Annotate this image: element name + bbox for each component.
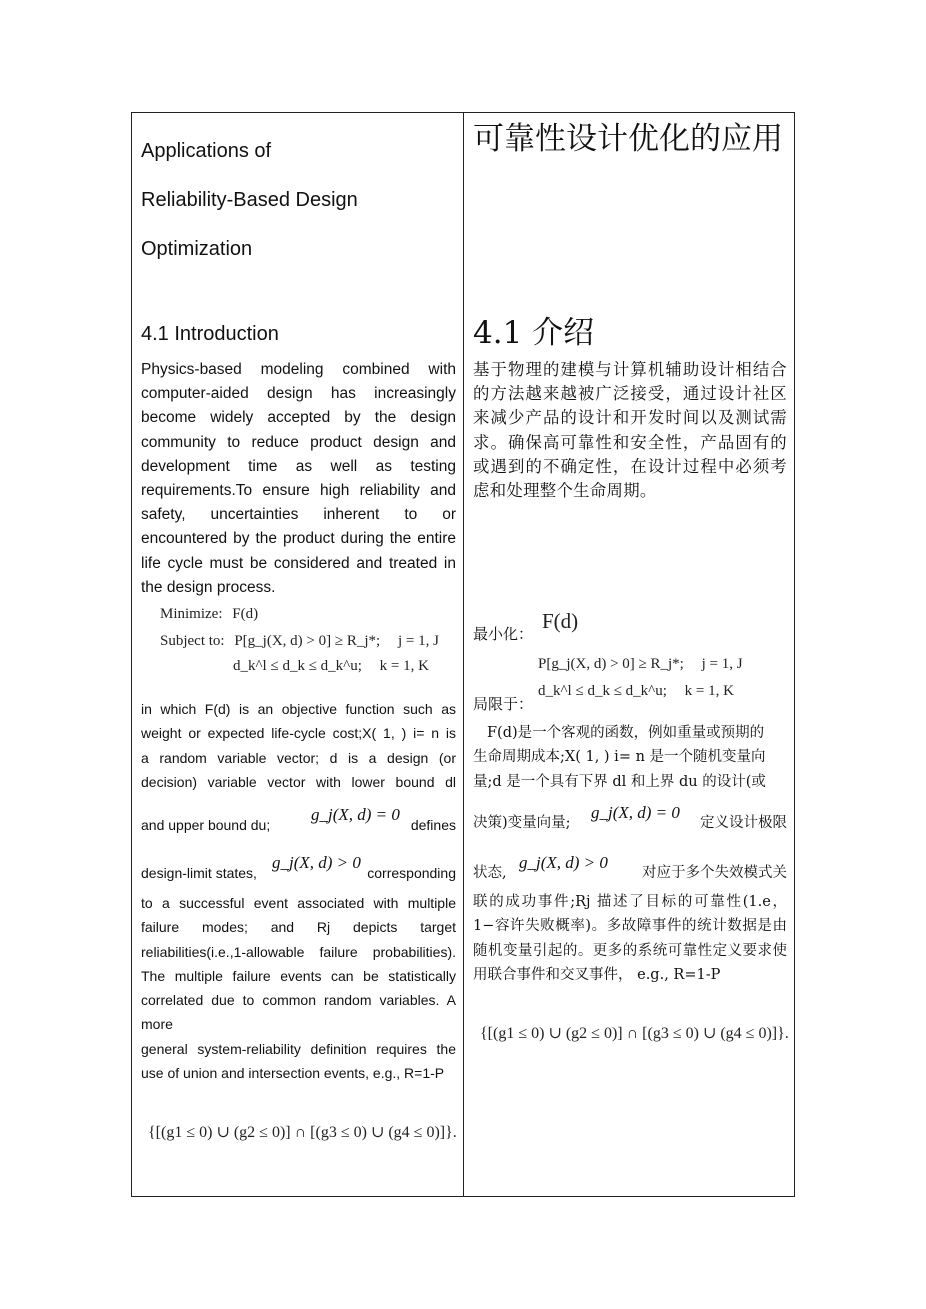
success-event-equation: g_j(X, d) > 0 [272, 853, 361, 872]
english-description [141, 697, 456, 794]
chinese-limit-state-row [473, 797, 787, 837]
chinese-constraint-bounds-row [538, 683, 734, 700]
chinese-description-rest: 联的成功事件;Rj 描述了目标的可靠性(1.e，1−容许失败概率)。多故障事件的统计数据是由随机变量引起的。更多的系统可靠性定义要求使用联合事件和交叉事件， e.g., R=1-P [473, 894, 787, 983]
chinese-success-event-row [473, 847, 787, 887]
english-description-line: weight or expected life-cycle cost;X( 1, ) i= n is [141, 725, 456, 742]
english-intro-paragraph: Physics-based modeling combined with computer-aided design has increasingly become widely accepted by the design community to reduce product design and development time as well as testing requirements.To ensure high reliability and safety, uncertainties inherent to or encountered by the product during the entire life cycle must be considered and treated in the design process. [141, 361, 456, 596]
chinese-success-event-equation: g_j(X, d) > 0 [519, 853, 608, 872]
english-title [141, 127, 451, 274]
chinese-constraint-bounds-range: k = 1, K [684, 683, 734, 699]
chinese-description-line: 量;d 是一个具有下界 dl 和上界 du 的设计(或 [473, 773, 766, 790]
constraint-bounds: d_k^l ≤ d_k ≤ d_k^u; [233, 658, 362, 674]
english-description-line: in which F(d) is an objective function such as [141, 701, 456, 717]
chinese-state-text: 状态, [473, 865, 507, 881]
subject-to-label: Subject to: [160, 633, 225, 649]
english-title-line: Applications of [141, 140, 272, 162]
constraint-probability: P[g_j(X, d) > 0] ≥ R_j*; [234, 633, 381, 649]
chinese-constraint-probability-range: j = 1, J [701, 656, 743, 672]
english-optimization-formula [160, 606, 460, 684]
chinese-description [473, 721, 787, 794]
chinese-constraint-probability-row [538, 656, 743, 673]
chinese-description-line: F(d)是一个客观的函数，例如重量或预期的 [487, 725, 765, 741]
bilingual-table [131, 112, 795, 1197]
minimize-label: Minimize: [160, 606, 223, 622]
minimize-expression: F(d) [232, 606, 259, 622]
english-system-formula: {[(g1 ≤ 0) ∪ (g2 ≤ 0)] ∩ [(g3 ≤ 0) ∪ (g4 ≤ 0)]}. [148, 1124, 457, 1141]
defines-text: defines [410, 817, 456, 833]
chinese-constraint-probability: P[g_j(X, d) > 0] ≥ R_j*; [538, 656, 684, 672]
chinese-description-line: 生命周期成本;X( 1, ) i= n 是一个随机变量向 [473, 749, 766, 766]
chinese-minimize-expression: F(d) [542, 609, 579, 633]
corresponding-text: corresponding [367, 865, 456, 881]
english-description-rest: to a successful event associated with multiple failure modes; and Rj depicts target reliabilities(i.e.,1-allowable failure probabilities). The multiple failure events can be statistically correlated due to common random variables. A more [141, 895, 456, 1033]
chinese-intro-paragraph: 基于物理的建模与计算机辅助设计相结合的方法越来越被广泛接受，通过设计社区来减少产品的设计和开发时间以及测试需求。确保高可靠性和安全性，产品固有的或遇到的不确定性，在设计过程中必须考虑和处理整个生命周期。 [473, 360, 787, 501]
english-section-heading: 4.1 Introduction [141, 323, 279, 345]
limit-state-equation: g_j(X, d) = 0 [311, 805, 400, 824]
english-title-line: Optimization [141, 238, 253, 260]
constraint-probability-range: j = 1, J [397, 633, 439, 649]
english-limit-state-row [141, 799, 456, 839]
chinese-limit-state-equation: g_j(X, d) = 0 [591, 803, 680, 822]
english-column [132, 113, 464, 1196]
constraint-bounds-range: k = 1, K [379, 658, 429, 674]
chinese-title: 可靠性设计优化的应用 [473, 121, 783, 157]
chinese-defines-text: 定义设计极限 [700, 815, 787, 831]
chinese-constraint-bounds: d_k^l ≤ d_k ≤ d_k^u; [538, 683, 667, 699]
english-system-reliability-text: general system-reliability definition requires the use of union and intersection events, e.g., R=1-P [141, 1041, 456, 1082]
chinese-system-formula: {[(g1 ≤ 0) ∪ (g2 ≤ 0)] ∩ [(g3 ≤ 0) ∪ (g4 ≤ 0)]}. [480, 1025, 789, 1042]
chinese-decision-text: 决策)变量向量; [473, 815, 571, 831]
english-description-line: a random variable vector; d is a design (or [141, 749, 456, 766]
chinese-minimize-label: 最小化： [473, 625, 534, 643]
chinese-column [463, 113, 794, 1196]
chinese-subject-label: 局限于： [473, 695, 534, 713]
english-description-line: decision) variable vector with lower bound dl [141, 773, 456, 790]
chinese-section-heading: 4.1 介绍 [473, 315, 595, 351]
english-success-event-row [141, 849, 456, 889]
english-title-line: Reliability-Based Design [141, 189, 358, 211]
upper-bound-text: and upper bound du; [141, 817, 271, 833]
design-limit-text: design-limit states, [141, 865, 257, 881]
chinese-corresponding-text: 对应于多个失效模式关 [642, 865, 787, 881]
